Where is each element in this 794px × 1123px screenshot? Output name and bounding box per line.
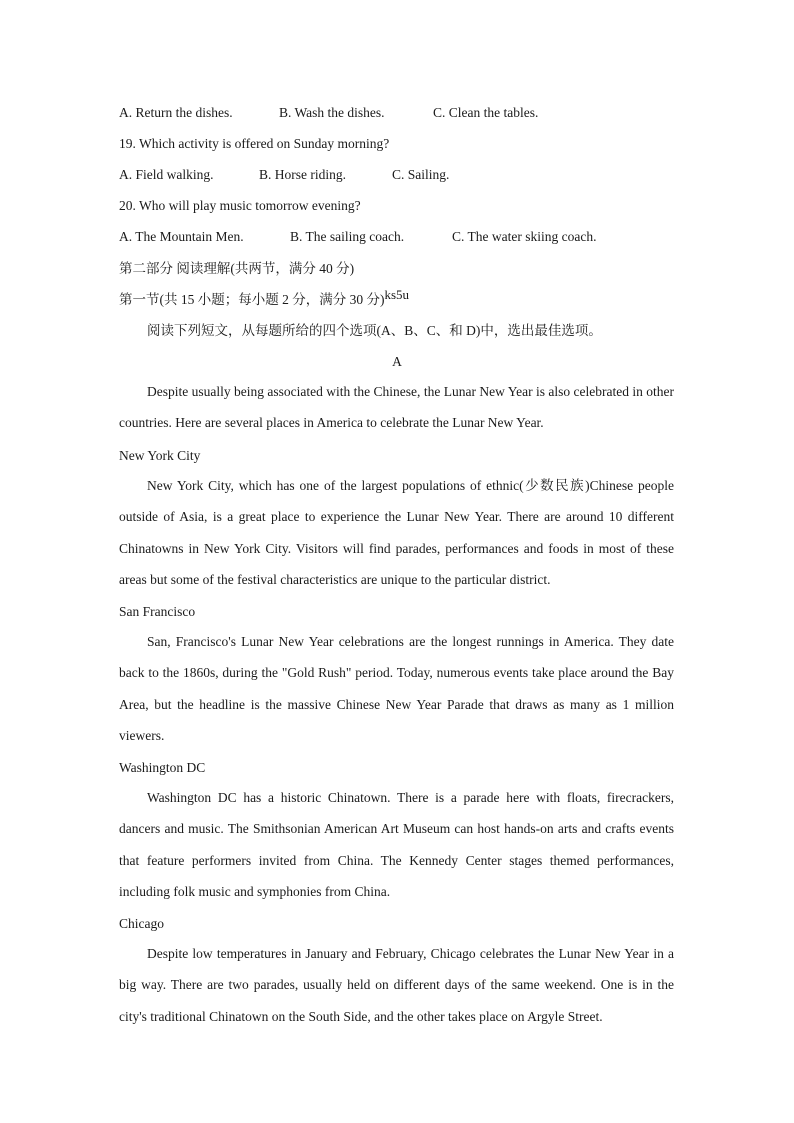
q20-question: 20. Who will play music tomorrow evening? bbox=[119, 198, 361, 213]
q20-option-b: B. The sailing coach. bbox=[290, 229, 405, 244]
section1-mark: ks5u bbox=[384, 287, 410, 302]
section-text-washington: Washington DC has a historic Chinatown. There is a parade here with floats, firecrackers, dancers and music. The Smithsonian American Art Museum can host hands-on arts and crafts events that feature performers invited from China. The Kennedy Center stages themed performances, including folk music and symphonies from China. bbox=[119, 790, 674, 899]
section1-title bbox=[119, 287, 410, 309]
passage-label: A bbox=[392, 354, 402, 369]
q19-option-b: B. Horse riding. bbox=[259, 167, 346, 182]
q18-option-b: B. Wash the dishes. bbox=[279, 105, 385, 120]
section-heading-san-francisco: San Francisco bbox=[119, 604, 196, 619]
section-heading-chicago: Chicago bbox=[119, 916, 164, 931]
intro-paragraph: Despite usually being associated with the Chinese, the Lunar New Year is also celebrated in other countries. Here are several places in America to celebrate the Lunar New Year. bbox=[119, 384, 674, 431]
instruction: 阅读下列短文，从每题所给的四个选项(A、B、C、和 D)中，选出最佳选项。 bbox=[147, 323, 602, 338]
section-heading-new-york: New York City bbox=[119, 448, 201, 463]
q20-option-a: A. The Mountain Men. bbox=[119, 229, 244, 244]
section-text-chicago: Despite low temperatures in January and February, Chicago celebrates the Lunar New Year in a big way. There are two parades, usually held on different days of the same weekend. One is in the city's traditional Chinatown on the South Side, and the other takes place on Argyle Street. bbox=[119, 946, 674, 1024]
q19-option-a: A. Field walking. bbox=[119, 167, 214, 182]
section-heading-washington: Washington DC bbox=[119, 760, 206, 775]
part2-title: 第二部分 阅读理解(共两节，满分 40 分) bbox=[119, 261, 355, 276]
q18-option-c: C. Clean the tables. bbox=[433, 105, 539, 120]
section1-title-text: 第一节(共 15 小题；每小题 2 分，满分 30 分) bbox=[119, 292, 385, 307]
section-text-new-york: New York City, which has one of the largest populations of ethnic(少数民族)Chinese people outside of Asia, is a great place to experience the Lunar New Year. There are around 10 different Chinatowns in New York City. Visitors will find parades, performances and foods in most of these areas but some of the festival characteristics are unique to the particular district. bbox=[119, 478, 674, 587]
q19-option-c: C. Sailing. bbox=[392, 167, 450, 182]
q18-option-a: A. Return the dishes. bbox=[119, 105, 233, 120]
q19-question: 19. Which activity is offered on Sunday morning? bbox=[119, 136, 390, 151]
q20-option-c: C. The water skiing coach. bbox=[452, 229, 597, 244]
section-text-san-francisco: San, Francisco's Lunar New Year celebrations are the longest runnings in America. They date back to the 1860s, during the "Gold Rush" period. Today, numerous events take place around the Bay Area, but the headline is the massive Chinese New Year Parade that draws as many as 1 million viewers. bbox=[119, 634, 674, 743]
